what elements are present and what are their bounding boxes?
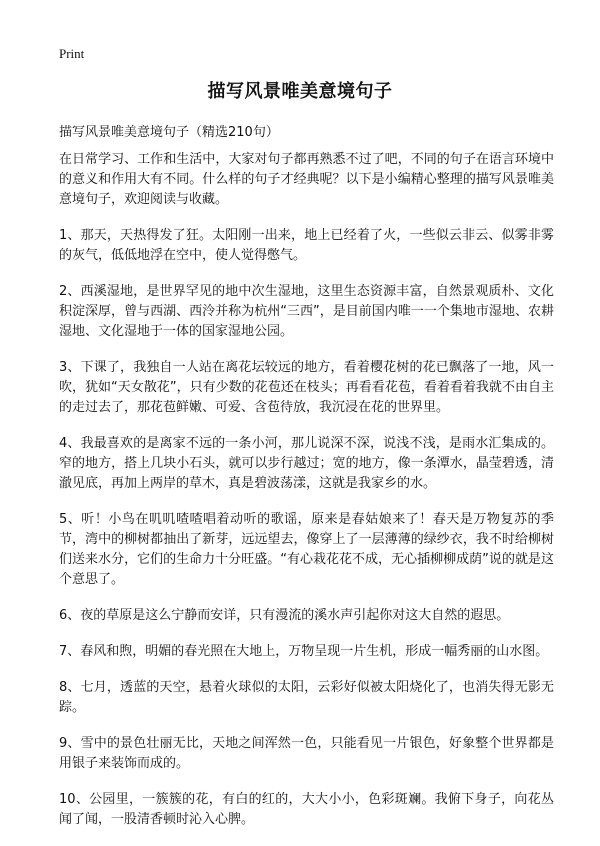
page-title: 描写风景唯美意境句子 [207, 81, 393, 102]
sentence-item-6: 6、夜的草原是这么宁静而安详，只有漫流的溪水声引起你对这大自然的遐思。 [59, 608, 510, 623]
intro-paragraph: 在日常学习、工作和生活中，大家对句子都再熟悉不过了吧，不同的句子在语言环境中的意义和作用大有不同。什么样的句子才经典呢？以下是小编精心整理的描写风景唯美意境句子，欢迎阅读与收藏。 [59, 152, 554, 207]
sentence-item-8: 8、七月，透蓝的天空，悬着火球似的太阳，云彩好似被太阳烧化了，也消失得无影无踪。 [59, 680, 554, 715]
article-body [59, 150, 554, 846]
sentence-item-5: 5、听！小鸟在叽叽喳喳唱着动听的歌谣，原来是春姑娘来了！春天是万物复苏的季节，湾中的柳树都抽出了新芽，远远望去，像穿上了一层薄薄的绿纱衣，我不时给柳树们送来水分，它们的生命力十分旺盛。“有心栽花花不成，无心插柳柳成荫”说的就是这个意思了。 [59, 512, 554, 587]
sentence-item-9: 9、雪中的景色壮丽无比，天地之间浑然一色，只能看见一片银色，好象整个世界都是用银子来装饰而成的。 [59, 736, 554, 771]
sentence-item-7: 7、春风和煦，明媚的春光照在大地上，万物呈现一片生机，形成一幅秀丽的山水图。 [59, 644, 549, 659]
sentence-item-2: 2、西溪湿地，是世界罕见的地中次生湿地，这里生态资源丰富，自然景观质朴、文化积淀深厚，曾与西湖、西泠并称为杭州“三西”，是目前国内唯一一个集地市湿地、农耕湿地、文化湿地于一体的国家湿地公园。 [59, 284, 554, 339]
sentence-item-10: 10、公园里，一簇簇的花，有白的红的，大大小小，色彩斑斓。我俯下身子，向花丛闻了闻，一股清香顿时沁入心脾。 [59, 792, 554, 827]
sentence-item-1: 1、那天，天热得发了狂。太阳刚一出来，地上已经着了火，一些似云非云、似雾非雾的灰气，低低地浮在空中，使人觉得憋气。 [59, 228, 554, 263]
sentence-item-4: 4、我最喜欢的是离家不远的一条小河，那儿说深不深，说浅不浅，是雨水汇集成的。窄的地方，搭上几块小石头，就可以步行越过；宽的地方，像一条潭水，晶莹碧透，清澈见底，再加上两岸的草木，真是碧波荡漾，这就是我家乡的水。 [59, 436, 554, 491]
subtitle: 描写风景唯美意境句子（精选210句） [59, 125, 279, 140]
print-link[interactable]: Print [59, 46, 85, 61]
sentence-item-3: 3、下课了，我独自一人站在离花坛较远的地方，看着樱花树的花已飘落了一地，风一吹，犹如“天女散花”，只有少数的花苞还在枝头；再看看花苞，看着看着我就不由自主的走过去了，那花苞鲜嫩、可爱、含苞待放，我沉浸在花的世界里。 [59, 360, 554, 415]
